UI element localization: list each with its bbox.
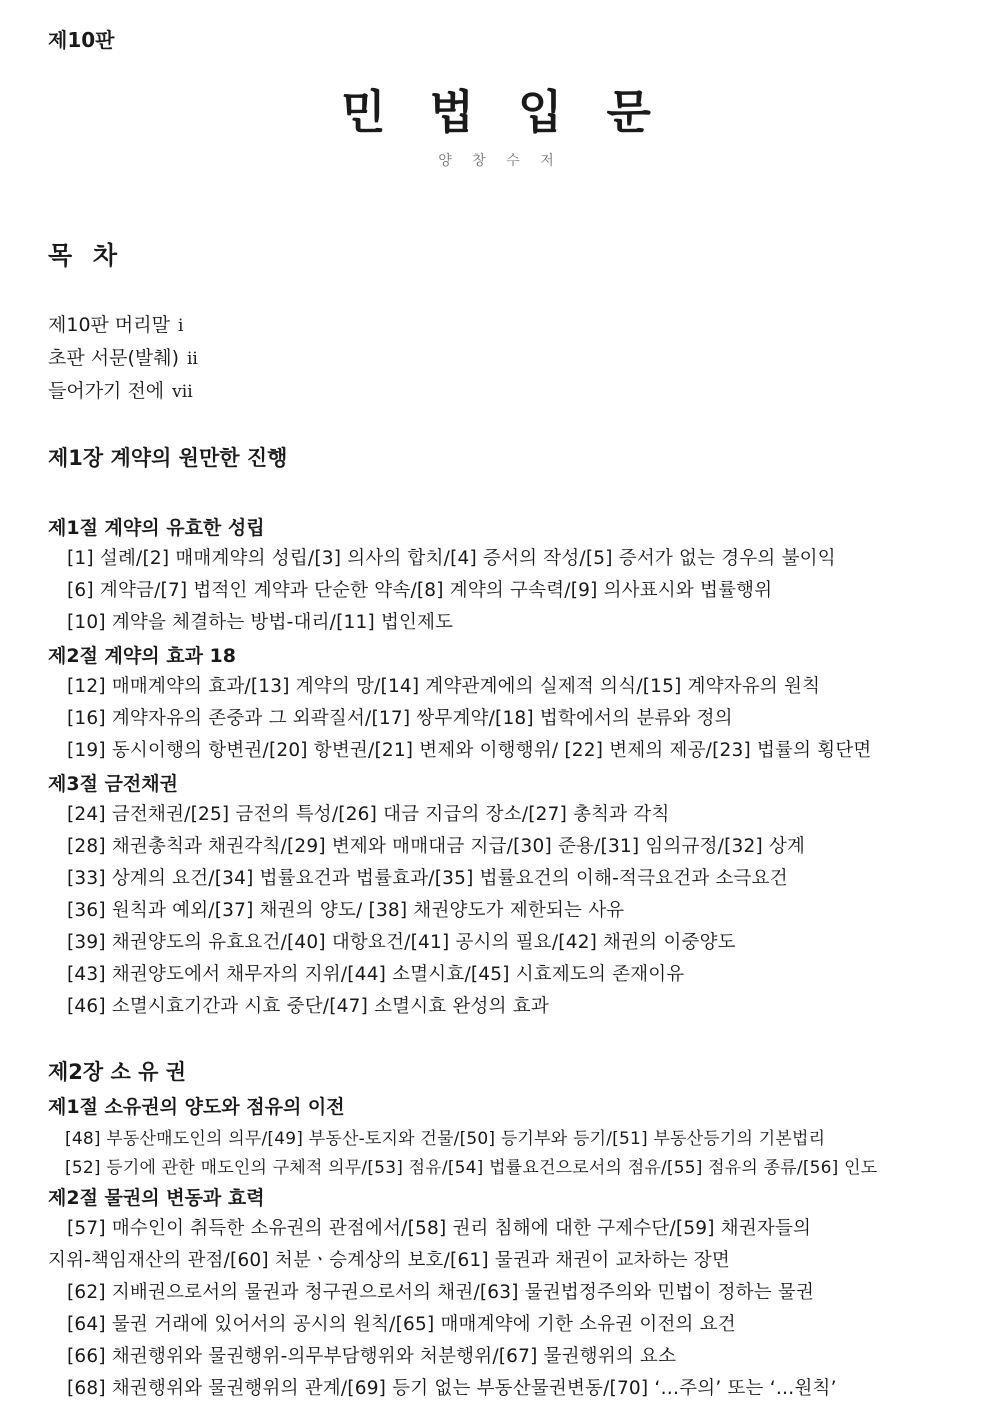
book-title: 민 법 입 문 bbox=[341, 85, 665, 139]
toc-entry-line: [57] 매수인이 취득한 소유권의 관점에서/[58] 권리 침해에 대한 구제수단/[59] 채권자들의 bbox=[67, 1218, 812, 1239]
toc-entry-line: [62] 지배권으로서의 물권과 청구권으로서의 채권/[63] 물권법정주의와 민법이 정하는 물권 bbox=[67, 1282, 815, 1303]
front-matter-label: 제10판 머리말 bbox=[48, 314, 170, 336]
section-title: 제2절 물권의 변동과 효력 bbox=[48, 1187, 265, 1209]
front-matter-list bbox=[48, 309, 198, 408]
toc-entry-line: [39] 채권양도의 유효요건/[40] 대항요건/[41] 공시의 필요/[42] 채권의 이중양도 bbox=[67, 932, 736, 953]
toc-entry-line: [6] 계약금/[7] 법적인 계약과 단순한 약속/[8] 계약의 구속력/[9] 의사표시와 법률행위 bbox=[67, 580, 773, 601]
section-title: 제3절 금전채권 bbox=[48, 773, 178, 795]
author-line: 양 창 수 저 bbox=[438, 153, 562, 169]
toc-entry-line: [43] 채권양도에서 채무자의 지위/[44] 소멸시효/[45] 시효제도의 존재이유 bbox=[67, 964, 685, 985]
toc-entry-line: [64] 물권 거래에 있어서의 공시의 원칙/[65] 매매계약에 기한 소유권 이전의 요건 bbox=[67, 1314, 736, 1335]
toc-entry-line: [36] 원칙과 예외/[37] 채권의 양도/ [38] 채권양도가 제한되는 사유 bbox=[67, 900, 625, 921]
front-matter-item bbox=[48, 342, 198, 375]
section-title: 제1절 계약의 유효한 성립 bbox=[48, 517, 265, 539]
toc-entry-line: [68] 채권행위와 물권행위의 관계/[69] 등기 없는 부동산물권변동/[70] ‘…주의’ 또는 ‘…원칙’ bbox=[67, 1378, 837, 1399]
section-title: 제2절 계약의 효과 18 bbox=[48, 645, 236, 667]
toc-heading: 목 차 bbox=[48, 241, 124, 270]
chapter-title: 제1장 계약의 원만한 진행 bbox=[48, 446, 288, 470]
chapter-title: 제2장 소 유 권 bbox=[48, 1060, 186, 1084]
toc-entry-line: [12] 매매계약의 효과/[13] 계약의 망/[14] 계약관계에의 실제적 의식/[15] 계약자유의 원칙 bbox=[67, 676, 821, 697]
edition-label: 제10판 bbox=[48, 28, 115, 52]
section-title: 제1절 소유권의 양도와 점유의 이전 bbox=[48, 1096, 345, 1118]
toc-entry-line: [1] 설례/[2] 매매계약의 성립/[3] 의사의 합치/[4] 증서의 작성/[5] 증서가 없는 경우의 불이익 bbox=[67, 548, 836, 569]
front-matter-item bbox=[48, 375, 198, 408]
toc-entry-line: 지위-책임재산의 관점/[60] 처분ㆍ승계상의 보호/[61] 물권과 채권이 교차하는 장면 bbox=[48, 1250, 730, 1271]
front-matter-label: 초판 서문(발췌) bbox=[48, 347, 179, 369]
toc-entry-line: [28] 채권총칙과 채권각칙/[29] 변제와 매매대금 지급/[30] 준용/[31] 임의규정/[32] 상계 bbox=[67, 836, 806, 857]
toc-entry-line: [48] 부동산매도인의 의무/[49] 부동산-토지와 건물/[50] 등기부와 등기/[51] 부동산등기의 기본법리 bbox=[65, 1129, 826, 1149]
front-matter-label: 들어가기 전에 bbox=[48, 380, 165, 402]
toc-entry-line: [19] 동시이행의 항변권/[20] 항변권/[21] 변제와 이행행위/ [22] 변제의 제공/[23] 법률의 횡단면 bbox=[67, 740, 872, 761]
toc-entry-line: [33] 상계의 요건/[34] 법률요건과 법률효과/[35] 법률요건의 이해-적극요건과 소극요건 bbox=[67, 868, 788, 889]
front-matter-page: i bbox=[178, 316, 184, 336]
toc-entry-line: [24] 금전채권/[25] 금전의 특성/[26] 대금 지급의 장소/[27] 총칙과 각칙 bbox=[67, 804, 670, 825]
toc-entry-line: [52] 등기에 관한 매도인의 구체적 의무/[53] 점유/[54] 법률요건으로서의 점유/[55] 점유의 종류/[56] 인도 bbox=[65, 1158, 878, 1178]
front-matter-page: ii bbox=[187, 349, 198, 369]
toc-entry-line: [10] 계약을 체결하는 방법-대리/[11] 법인제도 bbox=[67, 612, 454, 633]
front-matter-page: vii bbox=[172, 382, 193, 402]
front-matter-item bbox=[48, 309, 198, 342]
toc-entry-line: [66] 채권행위와 물권행위-의무부담행위와 처분행위/[67] 물권행위의 요소 bbox=[67, 1346, 677, 1367]
toc-entry-line: [16] 계약자유의 존중과 그 외곽질서/[17] 쌍무계약/[18] 법학에서의 분류와 정의 bbox=[67, 708, 733, 729]
toc-entry-line: [46] 소멸시효기간과 시효 중단/[47] 소멸시효 완성의 효과 bbox=[67, 996, 549, 1017]
